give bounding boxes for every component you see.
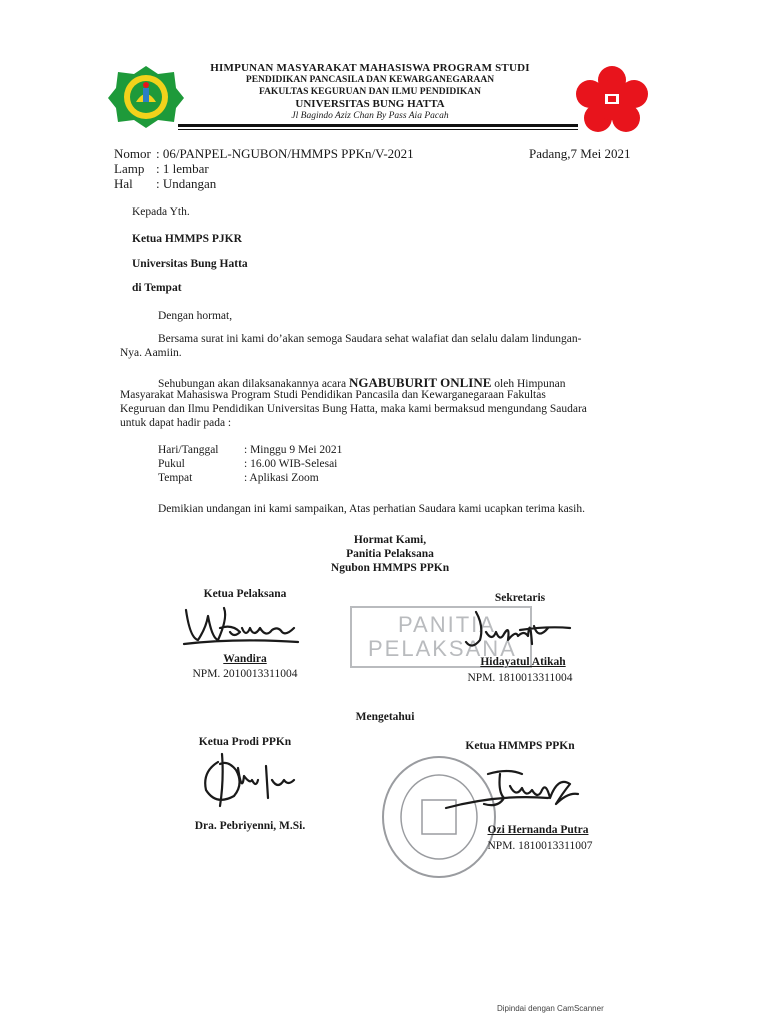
paragraph-2-text-a: Sehubungan akan dilaksanakannya acara (158, 378, 349, 390)
scanner-watermark: Dipindai dengan CamScanner (497, 1004, 604, 1013)
sekretaris-name: Hidayatul Atikah (480, 656, 566, 668)
recipient-place: di Tempat (132, 282, 182, 294)
lamp-row (114, 161, 209, 177)
prodi-title: Ketua Prodi PPKn (198, 736, 292, 748)
hal-row (114, 176, 216, 192)
schedule-label: Tempat (158, 472, 193, 484)
hmmps-signature (438, 764, 588, 820)
paragraph-1-line-1: Bersama surat ini kami do’akan semoga Saudara sehat walafiat dan selalu dalam lindungan- (158, 333, 582, 345)
schedule-row-place (158, 472, 319, 484)
hmmps-name: Ozi Hernanda Putra (487, 824, 589, 836)
signoff-panitia: Panitia Pelaksana (346, 548, 434, 560)
hal-label: Hal (114, 176, 133, 191)
sekretaris-title: Sekretaris (494, 592, 546, 604)
signoff-hormat: Hormat Kami, (353, 534, 427, 546)
nomor-value: : 06/PANPEL-NGUBON/HMMPS PPKn/V-2021 (156, 146, 414, 161)
hmmps-title: Ketua HMMPS PPKn (465, 740, 575, 752)
letterhead-line-4: UNIVERSITAS BUNG HATTA (295, 98, 445, 110)
letterhead-line-2: PENDIDIKAN PANCASILA DAN KEWARGANEGARAAN (245, 75, 495, 85)
stamp-line-1: PANITIA (398, 612, 496, 637)
closing-sentence: Demikian undangan ini kami sampaikan, Atas perhatian Saudara kami ucapkan terima kasih. (158, 503, 585, 515)
prodi-signature (196, 750, 306, 812)
ketua-pelaksana-title: Ketua Pelaksana (203, 588, 287, 600)
stamp-line-2: PELAKSANA (368, 636, 517, 661)
paragraph-2-line-4: untuk dapat hadir pada : (120, 417, 232, 429)
letterhead (180, 62, 560, 122)
schedule-row-date (158, 444, 342, 456)
paragraph-2-text-c: oleh Himpunan (491, 378, 566, 390)
recipient-university: Universitas Bung Hatta (132, 258, 248, 270)
schedule-label: Hari/Tanggal (158, 444, 219, 456)
letterhead-address: Jl Bagindo Aziz Chan By Pass Aia Pacah (291, 111, 449, 121)
organization-logo-icon (572, 64, 652, 134)
schedule-value: : Minggu 9 Mei 2021 (244, 444, 343, 456)
hal-value: : Undangan (156, 176, 217, 191)
greeting: Dengan hormat, (158, 310, 233, 322)
ketua-pelaksana-signature (176, 598, 306, 650)
hmmps-npm: NPM. 1810013311007 (487, 840, 593, 852)
paragraph-2-line-2: Masyarakat Mahasiswa Program Studi Pendidikan Pancasila dan Kewarganegaraan Fakultas (120, 389, 546, 401)
lamp-label: Lamp (114, 161, 145, 176)
prodi-name: Dra. Pebriyenni, M.Si. (194, 820, 306, 832)
signoff-ngubon: Ngubon HMMPS PPKn (330, 562, 450, 574)
schedule-label: Pukul (158, 458, 185, 470)
sekretaris-npm: NPM. 1810013311004 (467, 672, 573, 684)
recipient-ketua: Ketua HMMPS PJKR (132, 233, 242, 245)
lamp-value: : 1 lembar (156, 161, 209, 176)
place-date: Padang,7 Mei 2021 (529, 146, 631, 161)
sekretaris-signature (458, 606, 578, 656)
schedule-row-time (158, 458, 337, 470)
paragraph-1-line-2: Nya. Aamiin. (120, 347, 182, 359)
recipient-kepada: Kepada Yth. (132, 206, 190, 218)
ketua-pelaksana-name: Wandira (223, 653, 267, 665)
nomor-label: Nomor (114, 146, 151, 161)
event-name: NGABUBURIT ONLINE (348, 375, 492, 390)
university-logo-icon (106, 64, 186, 130)
mengetahui-label: Mengetahui (355, 711, 415, 723)
letterhead-divider (178, 124, 578, 127)
letterhead-divider-thin (178, 129, 578, 130)
letterhead-line-1: HIMPUNAN MASYARAKAT MAHASISWA PROGRAM STUDI (210, 62, 530, 74)
nomor-row (114, 146, 414, 162)
schedule-value: : Aplikasi Zoom (244, 472, 319, 484)
letterhead-line-3: FAKULTAS KEGURUAN DAN ILMU PENDIDIKAN (258, 87, 482, 97)
paragraph-2-line-3: Keguruan dan Ilmu Pendidikan Universitas Bung Hatta, maka kami bermaksud mengundang Saudara (120, 403, 587, 415)
schedule-value: : 16.00 WIB-Selesai (244, 458, 338, 470)
ketua-pelaksana-npm: NPM. 2010013311004 (192, 668, 298, 680)
